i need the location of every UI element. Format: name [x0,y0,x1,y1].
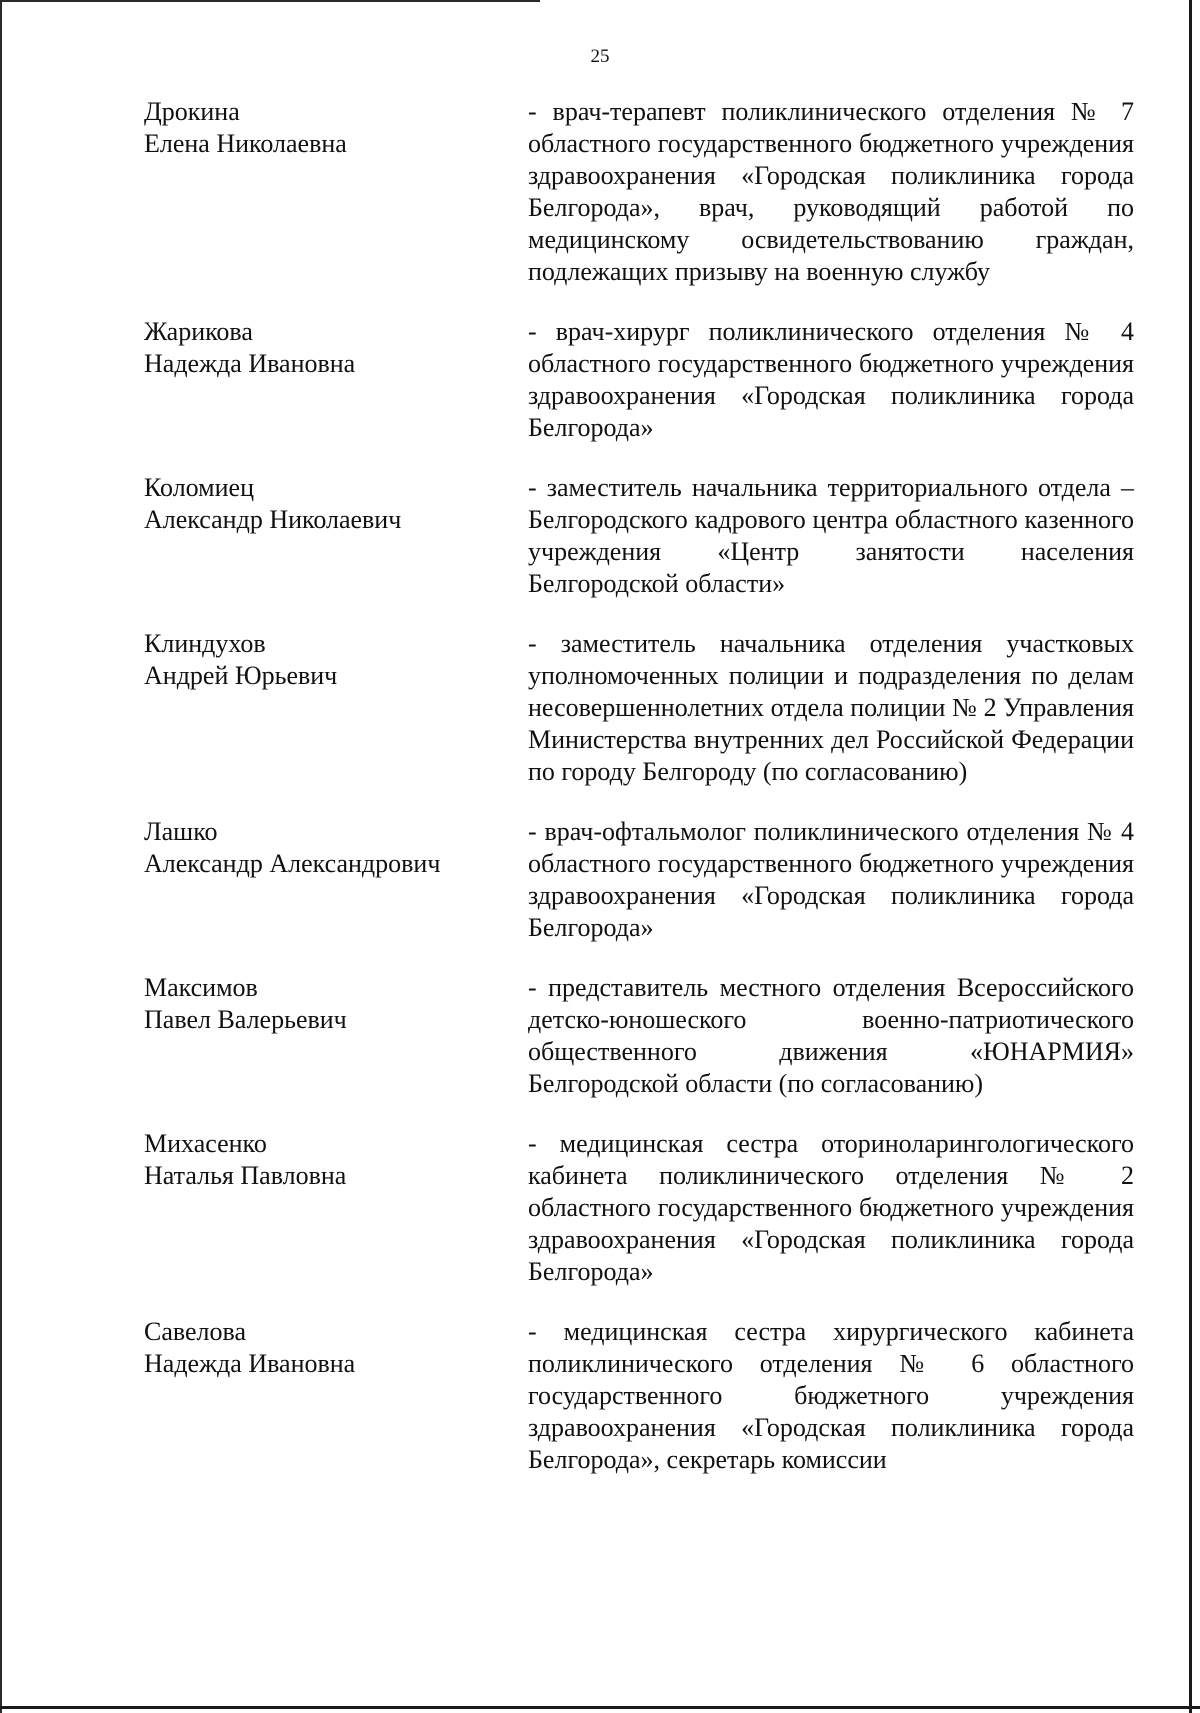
member-role: - заместитель начальника территориального отдела – Белгородского кадрового центра областного казенного учреждения «Центр занятости населения Белгородской области» [528,473,1134,598]
member-name [144,472,528,600]
member-name [144,316,528,444]
member-surname: Клиндухов [144,629,266,658]
member-name [144,628,528,788]
scan-edge-right [1189,0,1192,1713]
member-role: - медицинская сестра хирургического кабинета поликлинического отделения № 6 областного государственного бюджетного учреждения здравоохранения «Городская поликлиника города Белгорода», секретарь комиссии [528,1317,1134,1474]
member-name [144,972,528,1100]
member-given-names: Андрей Юрьевич [144,661,338,690]
member-surname: Коломиец [144,473,255,502]
member-surname: Савелова [144,1317,246,1346]
member-surname: Жарикова [144,317,253,346]
page-number: 25 [590,46,610,67]
member-given-names: Александр Николаевич [144,505,402,534]
member-role: - медицинская сестра оториноларингологического кабинета поликлинического отделения № 2 областного государственного бюджетного учреждения здравоохранения «Городская поликлиника города Белгорода» [528,1129,1134,1286]
member-entry [144,316,1134,444]
member-role: - врач-терапевт поликлинического отделения № 7 областного государственного бюджетного учреждения здравоохранения «Городская поликлиника города Белгорода», врач, руководящий работой по медицинскому освидетельствованию граждан, подлежащих призыву на военную службу [528,97,1134,286]
scan-edge-bottom [0,1706,1200,1709]
member-name [144,96,528,288]
member-surname: Лашко [144,817,218,846]
member-entry [144,1128,1134,1288]
member-given-names: Надежда Ивановна [144,1349,356,1378]
member-role: - врач-хирург поликлинического отделения № 4 областного государственного бюджетного учреждения здравоохранения «Городская поликлиника города Белгорода» [528,317,1134,442]
member-entry [144,96,1134,288]
member-surname: Максимов [144,973,258,1002]
member-given-names: Наталья Павловна [144,1161,347,1190]
commission-members-list [144,96,1134,1476]
member-entry [144,472,1134,600]
member-entry [144,628,1134,788]
member-role: - заместитель начальника отделения участковых уполномоченных полиции и подразделения по делам несовершеннолетних отдела полиции № 2 Управления Министерства внутренних дел Российской Федерации по городу Белгороду (по согласованию) [528,629,1134,786]
member-entry [144,1316,1134,1476]
member-name [144,1316,528,1476]
member-given-names: Александр Александрович [144,849,441,878]
member-entry [144,816,1134,944]
member-name [144,1128,528,1288]
member-name [144,816,528,944]
member-entry [144,972,1134,1100]
scan-edge-left [0,0,2,1713]
member-surname: Дрокина [144,97,240,126]
member-role: - представитель местного отделения Всероссийского детско-юношеского военно-патриотического общественного движения «ЮНАРМИЯ» Белгородской области (по согласованию) [528,973,1134,1098]
member-role: - врач-офтальмолог поликлинического отделения № 4 областного государственного бюджетного учреждения здравоохранения «Городская поликлиника города Белгорода» [528,817,1134,942]
member-given-names: Павел Валерьевич [144,1005,347,1034]
member-given-names: Надежда Ивановна [144,349,356,378]
member-given-names: Елена Николаевна [144,129,347,158]
scan-edge-top [0,0,540,2]
member-surname: Михасенко [144,1129,267,1158]
